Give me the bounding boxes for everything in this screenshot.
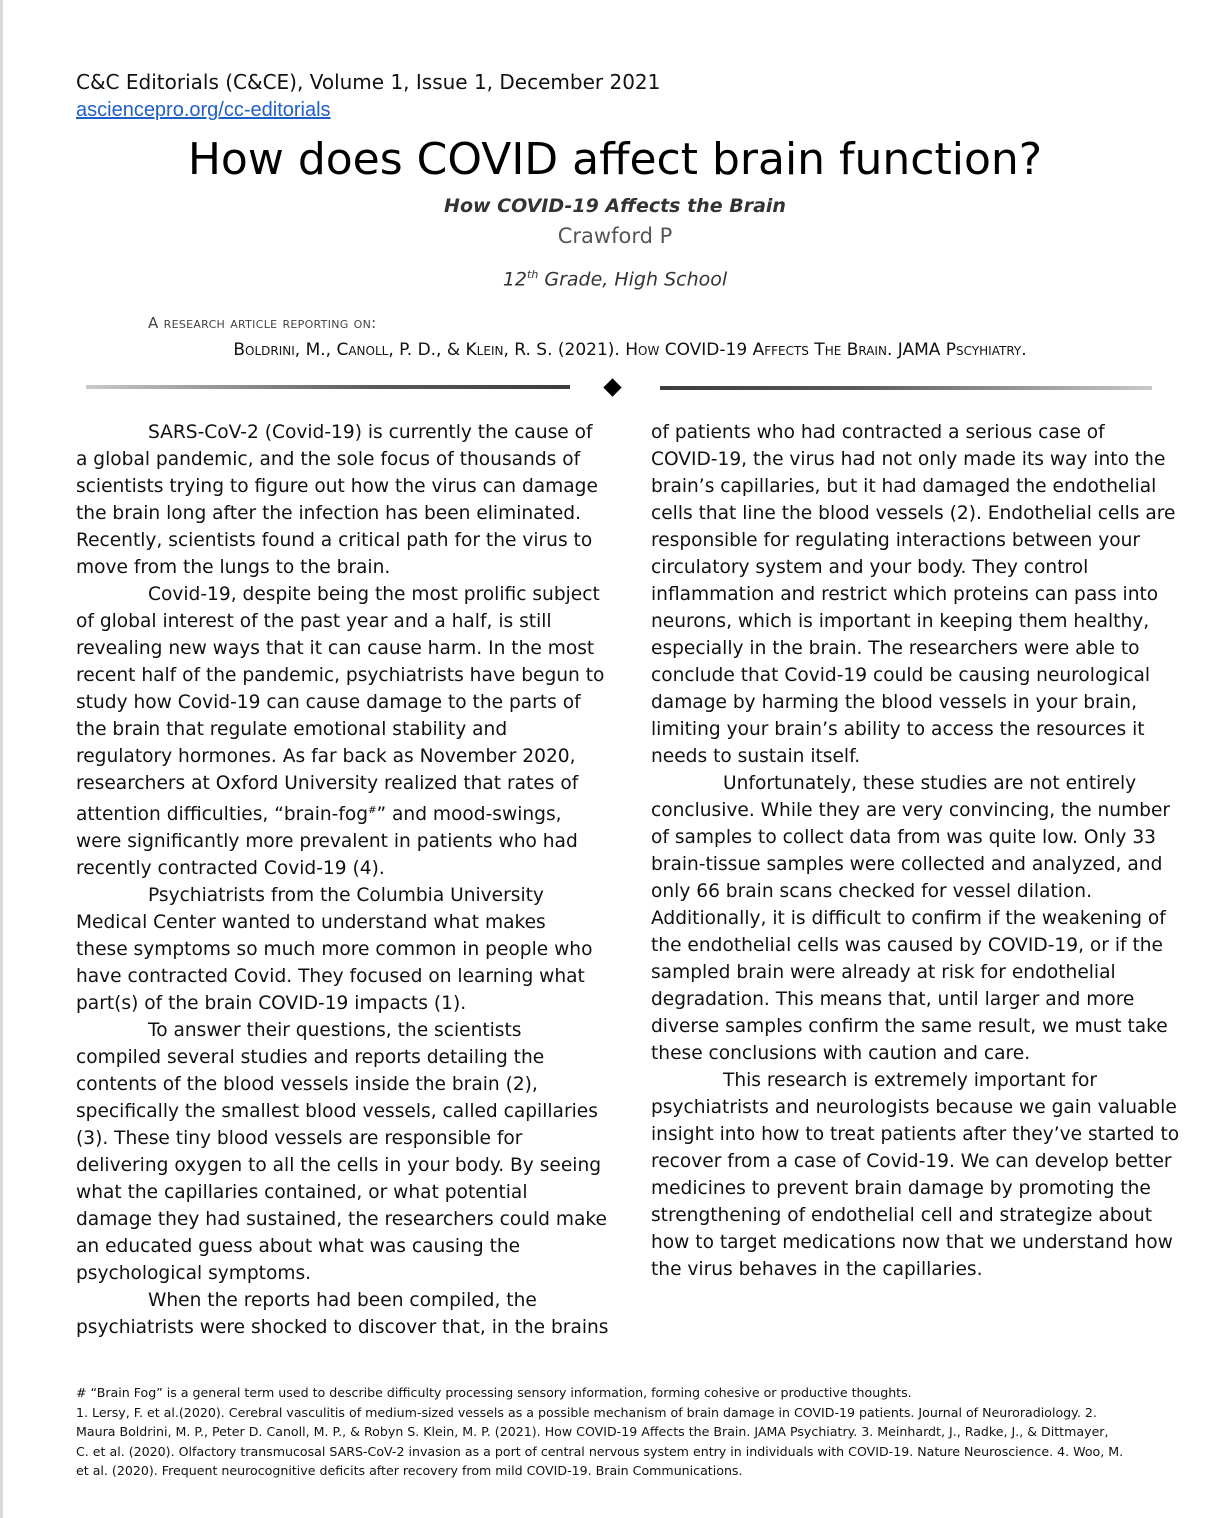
body-line: brain-tissue samples were collected and analyzed, and xyxy=(651,854,1163,875)
body-column-left xyxy=(76,419,609,1341)
body-line: needs to sustain itself. xyxy=(651,746,861,767)
body-line: move from the lungs to the brain. xyxy=(76,557,391,578)
body-line: delivering oxygen to all the cells in your body. By seeing xyxy=(76,1155,602,1177)
divider-left xyxy=(86,385,570,389)
body-line: Medical Center wanted to understand what makes xyxy=(76,912,546,934)
journal-link[interactable]: asciencepro.org/cc-editorials xyxy=(76,99,331,121)
body-line: psychiatrists were shocked to discover that, in the brains xyxy=(76,1317,609,1339)
body-line: responsible for regulating interactions between your xyxy=(651,530,1141,551)
footnotes xyxy=(76,1383,1156,1481)
article-subtitle: How COVID-19 Affects the Brain xyxy=(444,195,786,217)
footnote-line: C. et al. (2020). Olfactory transmucosal SARS-CoV-2 invasion as a port of central nervous system entry in individuals with COVID-19. Nature Neuroscience. 4. Woo, M. xyxy=(76,1443,1124,1459)
body-line: recover from a case of Covid-19. We can develop better xyxy=(651,1151,1172,1172)
body-line: what the capillaries contained, or what potential xyxy=(76,1182,528,1204)
footnote-line: et al. (2020). Frequent neurocognitive deficits after recovery from mild COVID-19. Brain Communications. xyxy=(76,1463,743,1478)
grade-suffix: th xyxy=(527,268,539,281)
body-line: of global interest of the past year and a half, is still xyxy=(76,611,552,632)
body-line: the brain long after the infection has been eliminated. xyxy=(76,503,581,524)
body-line: To answer their questions, the scientists xyxy=(148,1020,522,1042)
body-text: ” and mood-swings, xyxy=(376,804,562,826)
body-line: insight into how to treat patients after they’ve started to xyxy=(651,1124,1180,1145)
body-line: degradation. This means that, until larger and more xyxy=(651,989,1135,1010)
body-line: have contracted Covid. They focused on learning what xyxy=(76,966,585,988)
body-line: circulatory system and your body. They control xyxy=(651,557,1089,578)
body-line: compiled several studies and reports detailing the xyxy=(76,1047,545,1069)
footnote-marker: # xyxy=(368,805,377,816)
footnote-line: Maura Boldrini, M. P., Peter D. Canoll, M. P., & Robyn S. Klein, M. P. (2021). How COVID-19 Affects the Brain. JAMA Psychiatry. 3. Meinhardt, J., Radke, J., & Dittmayer, xyxy=(76,1424,1109,1439)
body-line: contents of the blood vessels inside the brain (2), xyxy=(76,1074,538,1096)
body-line: the virus behaves in the capillaries. xyxy=(651,1259,983,1280)
body-line: Covid-19, despite being the most prolific subject xyxy=(148,584,600,605)
body-line: limiting your brain’s ability to access the resources it xyxy=(651,719,1145,740)
body-line: (3). These tiny blood vessels are responsible for xyxy=(76,1128,523,1150)
body-line: SARS-CoV-2 (Covid-19) is currently the cause of xyxy=(148,422,593,443)
source-citation: Boldrini, M., Canoll, P. D., & Klein, R. S. (2021). How COVID-19 Affects The Brain. JAMA Pscyhiatry. xyxy=(233,340,1027,360)
body-line: This research is extremely important for xyxy=(723,1070,1098,1091)
body-line: conclusive. While they are very convincing, the number xyxy=(651,800,1171,821)
body-line: an educated guess about what was causing the xyxy=(76,1236,521,1258)
author-grade xyxy=(0,268,1230,290)
body-line: damage by harming the blood vessels in your brain, xyxy=(651,692,1138,713)
journal-info: C&C Editorials (C&CE), Volume 1, Issue 1, December 2021 xyxy=(76,70,661,94)
body-line: conclude that Covid-19 could be causing neurological xyxy=(651,665,1151,686)
body-line: psychological symptoms. xyxy=(76,1263,312,1285)
body-line: specifically the smallest blood vessels, called capillaries xyxy=(76,1101,598,1123)
grade-number: 12 xyxy=(502,268,528,291)
body-column-right xyxy=(651,419,1180,1283)
footnote-line: 1. Lersy, F. et al.(2020). Cerebral vasculitis of medium-sized vessels as a possible mechanism of brain damage in COVID-19 patients. Journal of Neuroradiology. 2. xyxy=(76,1404,1097,1420)
body-line: Additionally, it is difficult to confirm if the weakening of xyxy=(651,908,1166,929)
body-line: the endothelial cells was caused by COVID-19, or if the xyxy=(651,935,1163,956)
body-line: these conclusions with caution and care. xyxy=(651,1043,1031,1064)
body-line: diverse samples confirm the same result, we must take xyxy=(651,1016,1168,1037)
body-line: these symptoms so much more common in people who xyxy=(76,939,593,961)
body-line-brain-fog xyxy=(76,797,586,828)
body-line: study how Covid-19 can cause damage to the parts of xyxy=(76,692,581,713)
body-line: researchers at Oxford University realized that rates of xyxy=(76,773,579,794)
body-line: only 66 brain scans checked for vessel dilation. xyxy=(651,881,1092,902)
body-line: Psychiatrists from the Columbia University xyxy=(148,885,544,907)
author-name: Crawford P xyxy=(557,224,673,248)
body-line: cells that line the blood vessels (2). Endothelial cells are xyxy=(651,503,1176,524)
body-line: scientists trying to figure out how the virus can damage xyxy=(76,476,598,497)
body-line: a global pandemic, and the sole focus of thousands of xyxy=(76,449,581,470)
body-line: the brain that regulate emotional stability and xyxy=(76,719,508,740)
article-title: How does COVID affect brain function? xyxy=(187,134,1043,185)
body-line: brain’s capillaries, but it had damaged the endothelial xyxy=(651,476,1157,497)
body-line: of samples to collect data from was quite low. Only 33 xyxy=(651,827,1156,848)
body-line: regulatory hormones. As far back as November 2020, xyxy=(76,746,576,767)
body-line: damage they had sustained, the researchers could make xyxy=(76,1209,607,1231)
body-line: how to target medications now that we understand how xyxy=(651,1232,1173,1253)
body-line: Unfortunately, these studies are not entirely xyxy=(723,773,1137,794)
body-line: strengthening of endothelial cell and strategize about xyxy=(651,1205,1153,1226)
body-line: especially in the brain. The researchers were able to xyxy=(651,638,1140,659)
body-line: revealing new ways that it can cause harm. In the most xyxy=(76,638,595,659)
body-line: inflammation and restrict which proteins can pass into xyxy=(651,584,1159,605)
body-text: attention difficulties, “brain-fog xyxy=(76,804,369,826)
body-line: of patients who had contracted a serious case of xyxy=(651,422,1105,443)
body-line: were significantly more prevalent in patients who had xyxy=(76,831,578,853)
body-line: COVID-19, the virus had not only made its way into the xyxy=(651,449,1166,470)
body-line: sampled brain were already at risk for endothelial xyxy=(651,962,1116,983)
body-line: recently contracted Covid-19 (4). xyxy=(76,858,385,880)
body-line: medicines to prevent brain damage by promoting the xyxy=(651,1178,1151,1199)
body-line: recent half of the pandemic, psychiatrists have begun to xyxy=(76,665,605,686)
body-line: Recently, scientists found a critical path for the virus to xyxy=(76,530,593,551)
body-line: neurons, which is important in keeping them healthy, xyxy=(651,611,1150,632)
body-line: psychiatrists and neurologists because we gain valuable xyxy=(651,1097,1177,1118)
grade-text: Grade, High School xyxy=(538,268,728,291)
body-line: part(s) of the brain COVID-19 impacts (1). xyxy=(76,993,467,1015)
divider-right xyxy=(660,386,1152,390)
divider-diamond-icon xyxy=(603,378,621,396)
body-line: When the reports had been compiled, the xyxy=(148,1290,537,1312)
reporting-label: A research article reporting on: xyxy=(148,314,377,332)
footnote-line: # “Brain Fog” is a general term used to describe difficulty processing sensory information, forming cohesive or productive thoughts. xyxy=(76,1385,912,1400)
